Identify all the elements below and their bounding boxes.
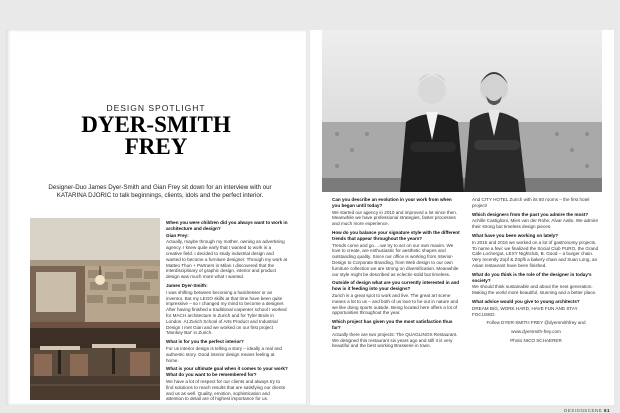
answer: Zurich is a great spot to work and live. The great art scene means a lot to us – and both of us love to be out in nature and we like doing sports outside. Being located here offers a lot of opportunities throughout the year.: [332, 292, 459, 316]
photo-credits: [472, 320, 600, 343]
question: What is your ultimate goal when it comes to your work? What do you want to be remembered for?: [166, 366, 288, 378]
question: Which designers from the past you admire the most?: [472, 211, 589, 217]
question: When you were children did you always want to work in architecture and design?: [166, 220, 288, 231]
credit-line: www.dyersmith-frey.com: [511, 329, 561, 335]
left-page: [6, 30, 306, 405]
article-title: [6, 114, 306, 158]
answer: I was shifting between becoming a hairdresser or an inventor. But my LEGO skills at that time have been quite impressive – so I changed my mind to become a designer. After having finished a traditional carpenter school I worked for MACH architecture in Zurich and for Tyler Brule in London. At Zurich School of Arts Product and Industrial Design I met Gian and we worked on our first project 'Monkey Bar' in Zurich.: [166, 289, 287, 336]
interview-column-right-2: [472, 197, 600, 347]
section-kicker: DESIGN SPOTLIGHT: [106, 103, 206, 113]
right-page: [310, 30, 614, 413]
speaker-name: James Dyer-Smith:: [166, 282, 208, 288]
question: What advice would you give to young architects?: [472, 298, 580, 304]
title-line-2: FREY: [124, 134, 188, 159]
answer: We should think sustainable and about the next generation. Making the world more beautiful, stunning and a better place.: [472, 284, 597, 296]
designers-portrait-photo: [322, 30, 602, 192]
answer: We started our agency in 2010 and improved a lot since then. Meanwhile we have professional strategies, faster processes and much more experience.: [332, 209, 458, 227]
answer: And CITY HOTEL Zurich with its 60 rooms – the first hotel project!: [472, 197, 590, 208]
question: Can you describe an evolution in your work from when you began until today?: [332, 197, 452, 208]
answer: For us interior design is telling a story – ideally a real and authentic story. Good interior design means feeling at home.: [166, 345, 282, 363]
interview-column-left: [166, 220, 288, 405]
page-number: 61: [603, 408, 610, 413]
answer: Actually, maybe through my mother, owning an advertising agency. I knew quite early that I wanted to work in a creative field. I decided to study industrial design and wanted to become a furniture designer. Through my work at Matteo Thun + Partners in Milan I discovered that the interdisciplinary of graphic design, interior and product design was much more what I wanted.: [166, 239, 288, 280]
page-footer: [310, 408, 610, 413]
question: Which project has given you the most satisfaction thus far?: [332, 319, 453, 330]
question: What is for you the perfect interior?: [166, 339, 244, 345]
title-line-1: DYER-SMITH: [81, 112, 231, 137]
question: What do you think is the role of the designer in today's society?: [472, 271, 592, 283]
question: What have you been working on lately?: [472, 232, 559, 238]
answer: We have a lot of respect for our clients and always try to find solutions to reach results that are satisfying our clients and us as well. Quality, emotion, sophistication and attention to detail are of highest importance for us.: [166, 378, 285, 402]
credit-line: Follow DYER-SMITH FREY @dyersmithfrey and: [486, 320, 586, 326]
question: Outside of design what are you currently interested in and how is it feeding into your designs?: [332, 280, 460, 292]
answer: Trends come and go.....we try to act on our own maxim. We love to create, are enthusiastic for aesthetic shapes and outstanding quality. Since our office is working from Interior-Design to Corporate Branding, from Web design to our own furniture collection we are strong on diversification. Meanwhile our style might be described as eclectic-solid but timeless.: [332, 242, 459, 277]
footer-section: DESIGNSCENE: [563, 408, 603, 413]
answer: Achille Castiglioni, Mies van der Rohe, Alvar Aalto. We admire their strong but timeless design pieces.: [472, 218, 599, 230]
restaurant-interior-photo: [30, 218, 160, 400]
answer: Actually there are two projects: The QUAGLINOS Restaurant. We designed this restaurant six years ago and still it is very beautiful and the best working Brasserie in town.: [332, 331, 458, 349]
answer: In 2015 and 2016 we worked on a lot of gastronomy projects. To name a few: we finalized the Social Club PURO, the Grand Cafe Lochergut, LEXY Nightclub, B. Good – a burger chain. Very recently Zopf & Zöpfli a bakery chain and Suan Long, an Asian restaurant have been finished.: [472, 239, 599, 268]
interview-column-right-1: [332, 197, 460, 352]
speaker-name: Gian Frey:: [166, 232, 189, 238]
answer: DREAM BIG, WORK HARD, HAVE FUN AND STAY FOCUSED.: [472, 305, 578, 317]
intro-paragraph: Designer-Duo James Dyer-Smith and Gian Frey sit down for an interview with our KATARINA DJORIC to talk beginnings, clients, idols and the perfect interior.: [48, 184, 272, 200]
question: How do you balance your signature style with the different trends that appear throughout the years?: [332, 229, 460, 241]
credit-line: Photo NICO SCHAERER: [510, 337, 562, 343]
